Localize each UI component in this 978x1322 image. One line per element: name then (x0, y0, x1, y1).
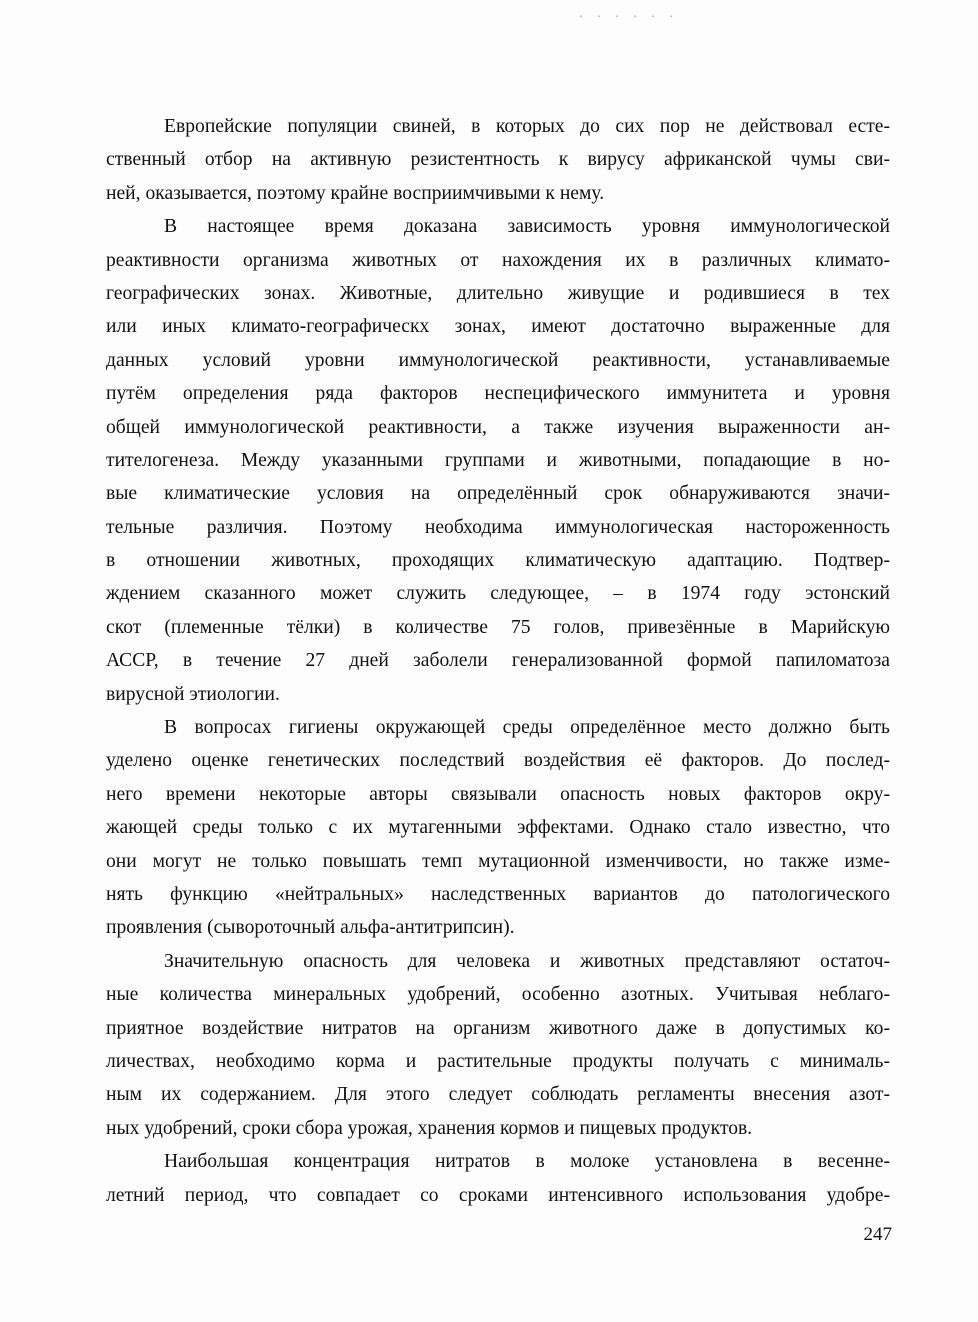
paragraph-1 (106, 110, 890, 210)
text-line: данных условий уровни иммунологической реактивности, устанавливаемые (106, 349, 890, 371)
text-line: жающей среды только с их мутагенными эффектами. Однако стало известно, что (106, 817, 890, 839)
text-line: путём определения ряда факторов неспецифического иммунитета и уровня (106, 383, 890, 405)
text-line: личествах, необходимо корма и растительные продукты получать с минималь- (106, 1050, 890, 1072)
text-line: ственный отбор на активную резистентность к вирусу африканской чумы сви- (106, 149, 890, 171)
text-line: Европейские популяции свиней, в которых до сих пор не действовал есте- (164, 116, 890, 137)
text-line: общей иммунологической реактивности, а также изучения выраженности ан- (106, 416, 890, 438)
text-line: ждением сказанного может служить следующее, – в 1974 году эстонский (106, 583, 890, 605)
text-line: ных удобрений, сроки сбора урожая, хранения кормов и пищевых продуктов. (106, 1117, 753, 1139)
text-line: ные количества минеральных удобрений, особенно азотных. Учитывая неблаго- (106, 984, 890, 1006)
text-line: тельные различия. Поэтому необходима иммунологическая настороженность (106, 516, 890, 538)
text-line: ней, оказывается, поэтому крайне восприимчивыми к нему. (106, 182, 605, 204)
text-line: Значительную опасность для человека и животных представляют остаточ- (164, 950, 890, 972)
paragraph-3 (106, 711, 890, 945)
text-line: летний период, что совпадает со сроками интенсивного использования удобре- (106, 1184, 890, 1206)
paragraph-5 (106, 1145, 890, 1212)
text-line: скот (племенные тёлки) в количестве 75 голов, привезённые в Марийскую (106, 616, 890, 638)
paragraph-2 (106, 210, 890, 711)
text-line: реактивности организма животных от нахождения их в различных климато- (106, 249, 890, 271)
body-text (106, 110, 890, 1212)
text-line: тителогенеза. Между указанными группами и животными, попадающие в но- (106, 449, 890, 471)
text-line: В настоящее время доказана зависимость уровня иммунологической (164, 216, 890, 238)
text-line: они могут не только повышать темп мутационной изменчивости, но также изме- (106, 850, 890, 872)
text-line: В вопросах гигиены окружающей среды определённое место должно быть (164, 717, 890, 739)
text-line: уделено оценке генетических последствий воздействия её факторов. До послед- (106, 750, 890, 772)
text-line: Наибольшая концентрация нитратов в молоке установлена в весенне- (164, 1151, 890, 1173)
text-line: нять функцию «нейтральных» наследственных вариантов до патологического (106, 883, 890, 905)
text-line: или иных климато-географическх зонах, имеют достаточно выраженные для (106, 316, 890, 338)
text-line: вирусной этиологии. (106, 683, 280, 705)
text-line: проявления (сывороточный альфа-антитрипсин). (106, 917, 515, 939)
text-line: географических зонах. Животные, длительно живущие и родившиеся в тех (106, 282, 890, 304)
text-line: АССР, в течение 27 дней заболели генерализованной формой папиломатоза (106, 650, 890, 672)
scan-artifact-mark: . . . . . . (578, 9, 678, 20)
text-line: приятное воздействие нитратов на организм животного даже в допустимых ко- (106, 1017, 890, 1039)
text-line: ным их содержанием. Для этого следует соблюдать регламенты внесения азот- (106, 1084, 890, 1106)
text-line: в отношении животных, проходящих климатическую адаптацию. Подтвер- (106, 550, 890, 572)
page-number: 247 (863, 1224, 892, 1245)
paragraph-4 (106, 945, 890, 1145)
text-line: него времени некоторые авторы связывали опасность новых факторов окру- (106, 783, 890, 805)
text-line: вые климатические условия на определённый срок обнаруживаются значи- (106, 483, 890, 505)
